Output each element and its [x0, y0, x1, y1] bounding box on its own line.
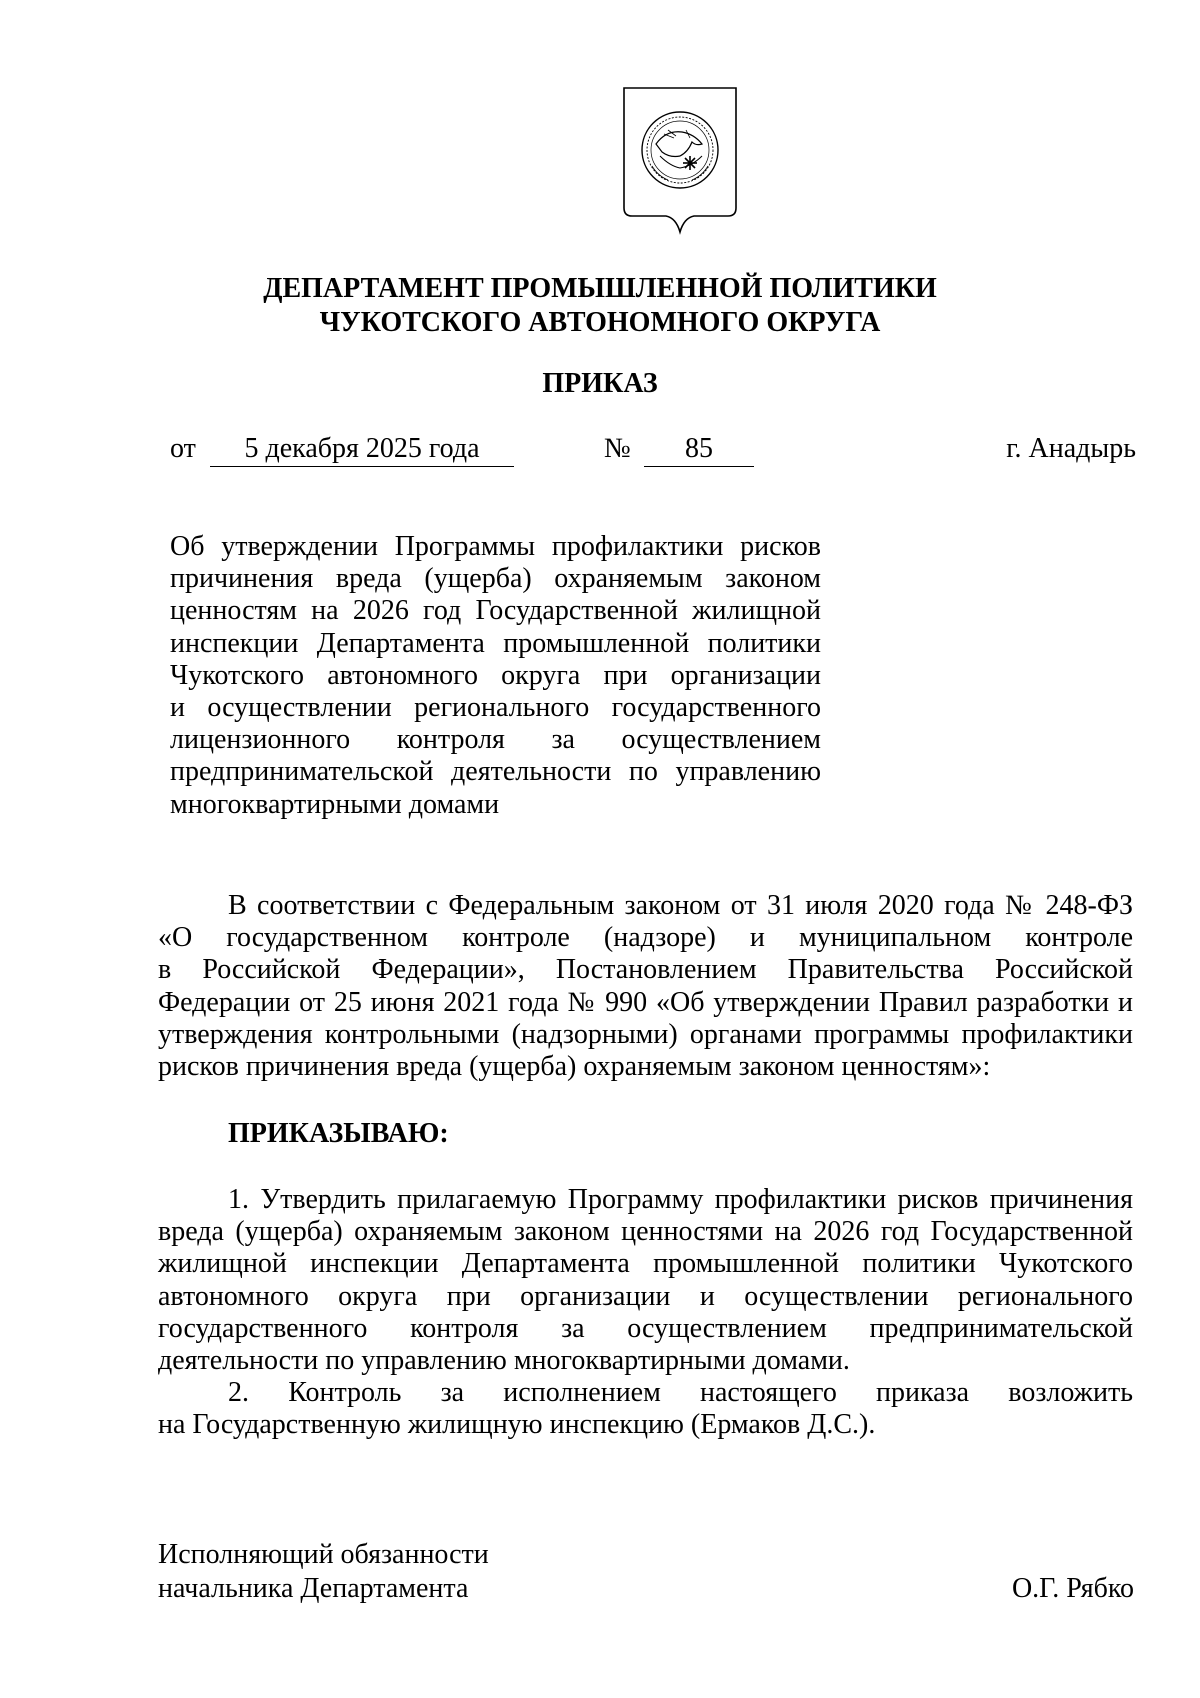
subject-line: причинения вреда (ущерба) охраняемым законом [170, 563, 821, 595]
signatory-position-line1: Исполняющий обязанности [158, 1539, 489, 1570]
subject-line: многоквартирными домами [170, 788, 500, 820]
order-item-1 [158, 1184, 1133, 1377]
order-subject [170, 531, 821, 821]
preamble-line: утверждения контрольными (надзорными) органами программы профилактики [158, 1018, 1133, 1050]
subject-line: инспекции Департамента промышленной политики [170, 627, 821, 659]
department-title-line1: ДЕПАРТАМЕНТ ПРОМЫШЛЕННОЙ ПОЛИТИКИ [263, 273, 937, 304]
item1-line: 1. Утвердить прилагаемую Программу профилактики рисков причинения [228, 1184, 1133, 1215]
orders-heading: ПРИКАЗЫВАЮ: [228, 1118, 449, 1149]
subject-line: и осуществлении регионального государственного [170, 692, 821, 724]
city-name: г. Анадырь [1006, 433, 1136, 464]
signatory-position [158, 1538, 489, 1606]
item1-line: государственного контроля за осуществлением предпринимательской [158, 1312, 1133, 1344]
item1-line: вреда (ущерба) охраняемым законом ценностями на 2026 год Государственной [158, 1216, 1133, 1248]
number-label: № [604, 433, 631, 464]
department-title [0, 272, 1200, 340]
order-item-2 [158, 1377, 1133, 1441]
chukotka-coat-of-arms-icon [622, 86, 738, 236]
date-prefix: от [170, 433, 196, 464]
preamble-line: в Российской Федерации», Постановлением Правительства Российской [158, 954, 1133, 986]
preamble-line: «О государственном контроле (надзоре) и муниципальном контроле [158, 922, 1133, 954]
signatory-position-line2: начальника Департамента [158, 1573, 469, 1604]
subject-line: Об утверждении Программы профилактики рисков [170, 531, 821, 562]
order-number: 85 [644, 432, 754, 467]
document-type: ПРИКАЗ [542, 368, 658, 399]
item2-line: на Государственную жилищную инспекцию (Ермаков Д.С.). [158, 1409, 876, 1441]
item1-line: автономного округа при организации и осуществлении регионального [158, 1280, 1133, 1312]
preamble-line: В соответствии с Федеральным законом от 31 июля 2020 года № 248-ФЗ [228, 890, 1133, 921]
subject-line: предпринимательской деятельности по управлению [170, 756, 821, 788]
subject-line: лицензионного контроля за осуществлением [170, 724, 821, 756]
subject-line: ценностям на 2026 год Государственной жилищной [170, 595, 821, 627]
preamble-line: Федерации от 25 июня 2021 года № 990 «Об утверждении Правил разработки и [158, 986, 1133, 1018]
preamble-paragraph [158, 890, 1133, 1083]
subject-line: Чукотского автономного округа при организации [170, 659, 821, 691]
order-date: 5 декабря 2025 года [210, 432, 514, 467]
item1-line: деятельности по управлению многоквартирными домами. [158, 1345, 850, 1377]
item1-line: жилищной инспекции Департамента промышленной политики Чукотского [158, 1248, 1133, 1280]
item2-line: 2. Контроль за исполнением настоящего приказа возложить [228, 1377, 1133, 1408]
preamble-line: рисков причинения вреда (ущерба) охраняемым законом ценностям»: [158, 1051, 991, 1083]
department-title-line2: ЧУКОТСКОГО АВТОНОМНОГО ОКРУГА [319, 307, 881, 338]
signatory-name: О.Г. Рябко [1011, 1573, 1134, 1604]
